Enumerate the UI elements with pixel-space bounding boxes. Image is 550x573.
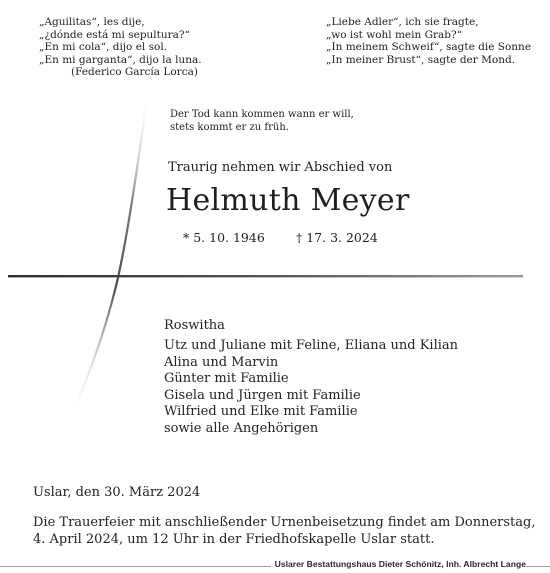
poem-line: „wo ist wohl mein Grab?“ (326, 28, 462, 41)
service-line: 4. April 2024, um 12 Uhr in der Friedhofskapelle Uslar statt. (33, 532, 435, 547)
cross-horizontal-beam (8, 275, 523, 277)
service-announcement (33, 514, 535, 548)
poem-line: „En mi garganta“, dijo la luna. (39, 53, 202, 66)
poem-line: „In meiner Brust“, sagte der Mond. (326, 53, 516, 66)
list-item: Wilfried und Elke mit Familie (164, 404, 358, 419)
poem-line: „Aguilitas“, les dije, (39, 16, 145, 28)
poem-line: „En mi cola“, dijo el sol. (39, 41, 168, 54)
poem-attribution: (Federico García Lorca) (71, 66, 198, 79)
mourners-list (164, 338, 458, 437)
poem-line: „In meinem Schweif“, sagte die Sonne (326, 41, 532, 54)
list-item: Alina und Marvin (164, 354, 279, 370)
poem-line: „¿dónde está mi sepultura?“ (39, 28, 190, 41)
quote (170, 108, 354, 134)
poem-line: „Liebe Adler“, ich sie fragte, (326, 16, 479, 28)
farewell-text: Traurig nehmen wir Abschied von (168, 160, 393, 175)
mourner-spouse: Roswitha (164, 318, 225, 333)
poem-german (326, 16, 531, 66)
quote-line: Der Tod kann kommen wann er will, (170, 109, 354, 120)
deceased-name: Helmuth Meyer (166, 183, 410, 218)
poem-spanish (39, 16, 202, 79)
quote-line: stets kommt er zu früh. (170, 122, 289, 133)
funeral-home-footer: Uslarer Bestattungshaus Dieter Schönitz, Inh. Albrecht Lange (271, 559, 526, 569)
service-line: Die Trauerfeier mit anschließender Urnenbeisetzung findet am Donnerstag, (33, 515, 536, 530)
list-item: sowie alle Angehörigen (164, 420, 319, 436)
birth-date: * 5. 10. 1946 (183, 230, 265, 245)
list-item: Utz und Juliane mit Feline, Eliana und Kilian (164, 338, 459, 353)
death-date: † 17. 3. 2024 (296, 230, 378, 245)
list-item: Gisela und Jürgen mit Familie (164, 387, 361, 403)
list-item: Günter mit Familie (164, 371, 289, 386)
place-date: Uslar, den 30. März 2024 (33, 485, 201, 500)
cross-vertical-beam (70, 90, 148, 420)
